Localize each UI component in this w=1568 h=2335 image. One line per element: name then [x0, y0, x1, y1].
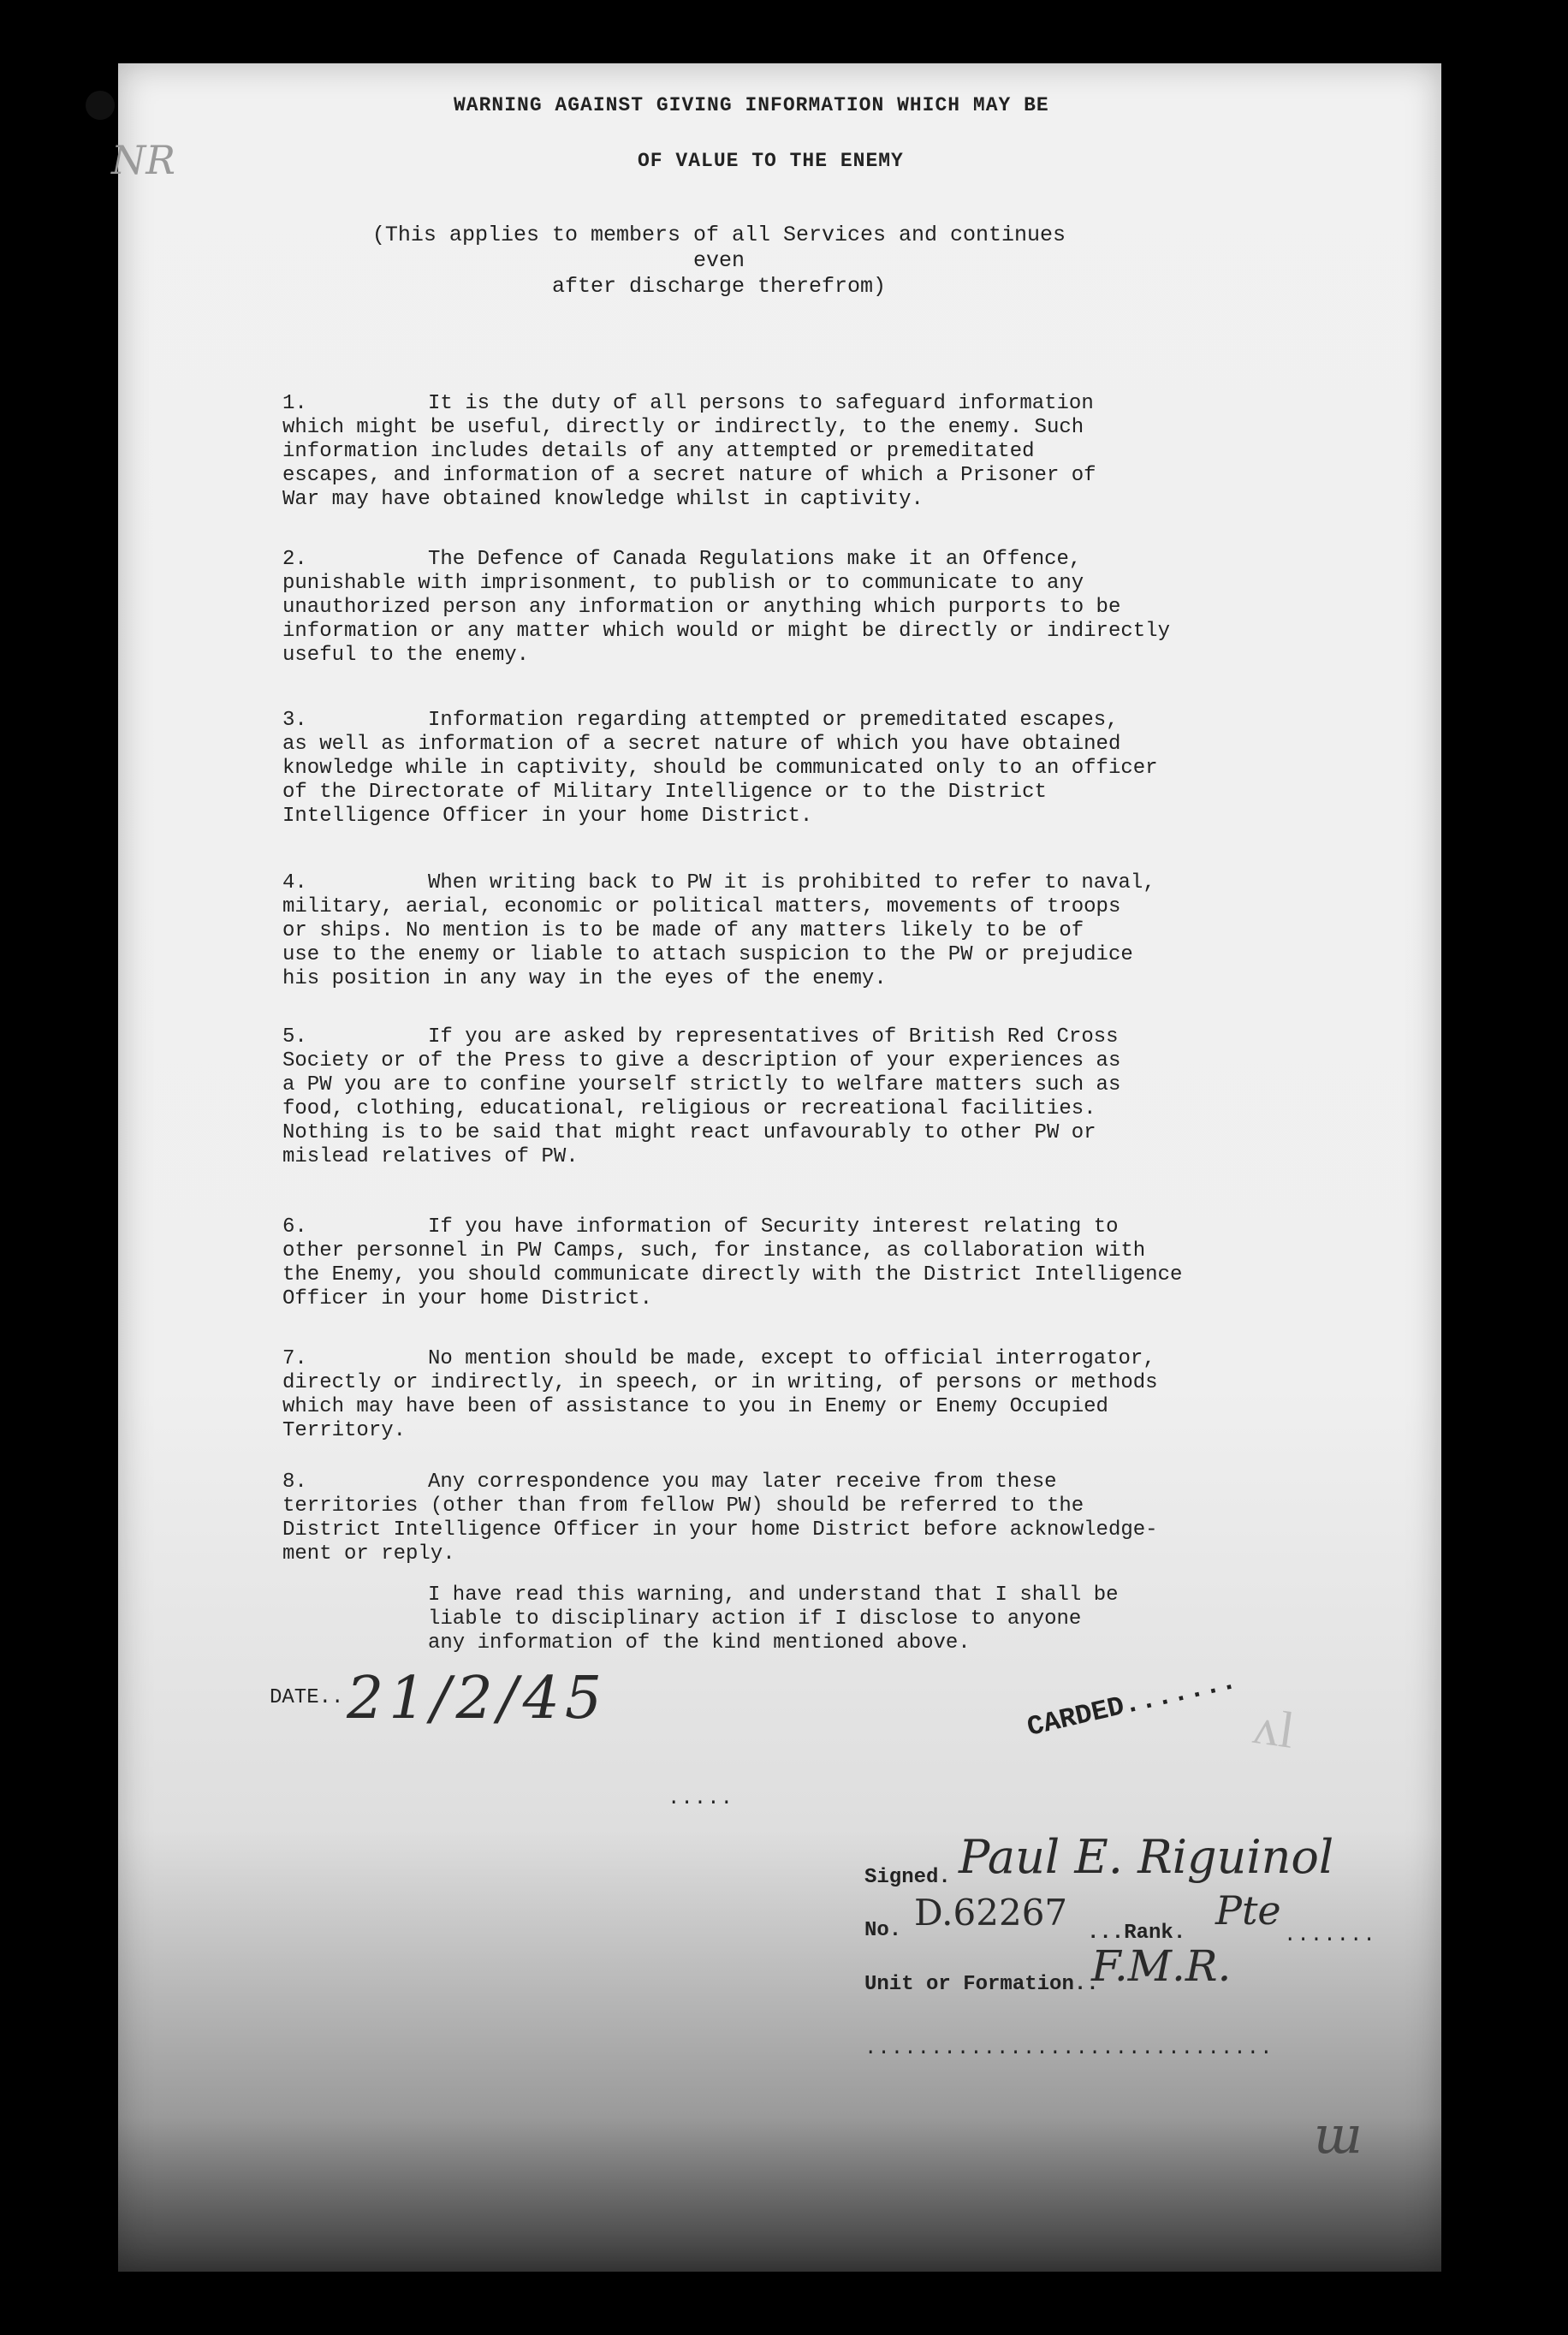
carded-stamp-text: CARDED: [1024, 1690, 1128, 1744]
signed-label: Signed.: [864, 1866, 951, 1889]
signature-handwritten: Paul E. Riguinol: [959, 1830, 1334, 1884]
paragraph-1: [282, 392, 1267, 512]
paragraph-number: 3.: [282, 709, 307, 732]
subtitle-line-1: (This applies to members of all Services and continues even: [371, 223, 1066, 273]
paragraph-2: [282, 548, 1267, 668]
paragraph-6: [282, 1215, 1267, 1311]
unit-label: Unit or Formation..: [864, 1973, 1099, 1996]
rank-dots: .......: [1284, 1924, 1376, 1947]
paragraph-number: 6.: [282, 1215, 307, 1239]
punch-hole: [86, 91, 115, 120]
paragraph-text: If you have information of Security interest relating to other personnel in PW Camps, such, for instance, as collaboration with the Enemy, you should communicate directly with the District Intelligence Officer in your home District.: [282, 1215, 1183, 1310]
subtitle-line-2: after discharge therefrom): [551, 274, 887, 299]
paragraph-text: No mention should be made, except to official interrogator, directly or indirectly, in speech, or in writing, of persons or methods which may have been of assistance to you in Enemy or Enemy Occupied Territory.: [282, 1347, 1158, 1442]
date-handwritten: 21/2/45: [347, 1665, 608, 1732]
pencil-check-mark: ʌl: [1250, 1697, 1298, 1759]
no-label: No.: [864, 1919, 902, 1942]
paragraph-text: The Defence of Canada Regulations make it an Offence, punishable with imprisonment, to publish or to communicate to any unauthorized person any information or anything which purports to be information or any matter which would or might be directly or indirectly useful to the enemy.: [282, 548, 1170, 667]
date-label: DATE: [270, 1686, 319, 1709]
paragraph-number: 7.: [282, 1347, 307, 1370]
pencil-annotation: NR: [111, 137, 175, 183]
paragraph-3: [282, 709, 1267, 829]
paragraph-number: 4.: [282, 871, 307, 894]
date-label-row: DATE..: [270, 1686, 344, 1709]
paragraph-text: If you are asked by representatives of British Red Cross Society or of the Press to give a description of your experiences as a PW you are to confine yourself strictly to welfare matters such as food, clothing, educational, religious or recreational facilities. Nothing is to be said that might react unfavourably to other PW or mislead relatives of PW.: [282, 1025, 1121, 1168]
paragraph-number: 8.: [282, 1471, 307, 1494]
acknowledgement-text: I have read this warning, and understand that I shall be liable to disciplinary action if I disclose to anyone any information of the kind mentioned above.: [428, 1583, 1119, 1655]
document-title-line-1: WARNING AGAINST GIVING INFORMATION WHICH MAY BE: [454, 94, 1049, 116]
document-title-line-2: OF VALUE TO THE ENEMY: [638, 150, 904, 172]
carded-stamp: CARDED.......: [1024, 1664, 1240, 1744]
paragraph-text: It is the duty of all persons to safeguard information which might be useful, directly or indirectly, to the enemy. Such information includes details of any attempted or premeditated escapes, and information of a secret nature of which a Prisoner of War may have obtained knowledge whilst in captivity.: [282, 392, 1096, 511]
paragraph-number: 2.: [282, 548, 307, 571]
paragraph-5: [282, 1025, 1267, 1169]
service-number-handwritten: D.62267: [914, 1892, 1068, 1934]
paragraph-text: Any correspondence you may later receive from these territories (other than from fellow PW) should be referred to the District Intelligence Officer in your home District before acknowledge- ment or reply.: [282, 1471, 1158, 1566]
paragraph-number: 5.: [282, 1025, 307, 1049]
paragraph-text: Information regarding attempted or premeditated escapes, as well as information of a secret nature of which you have obtained knowledge while in captivity, should be communicated only to an officer of the Directorate of Military Intelligence or to the District Intelligence Officer in your home District.: [282, 709, 1158, 828]
rank-handwritten: Pte: [1215, 1887, 1281, 1934]
unit-handwritten: F.M.R.: [1091, 1941, 1232, 1991]
corner-handwritten-mark: ɯ: [1314, 2106, 1363, 2166]
paragraph-4: [282, 871, 1267, 991]
document-subtitle: [368, 223, 1070, 300]
paragraph-number: 1.: [282, 392, 307, 415]
paragraph-8: [282, 1471, 1267, 1566]
date-dots: .....: [668, 1787, 734, 1810]
paragraph-text: When writing back to PW it is prohibited to refer to naval, military, aerial, economic or political matters, movements of troops or ships. No mention is to be made of any matters likely to be of use to the enemy or liable to attach suspicion to the PW or prejudice his position in any way in the eyes of the enemy.: [282, 871, 1155, 990]
unit-continuation-dots: ...............................: [864, 2037, 1274, 2060]
rank-label: ...Rank.: [1087, 1922, 1186, 1945]
paragraph-7: [282, 1347, 1267, 1443]
